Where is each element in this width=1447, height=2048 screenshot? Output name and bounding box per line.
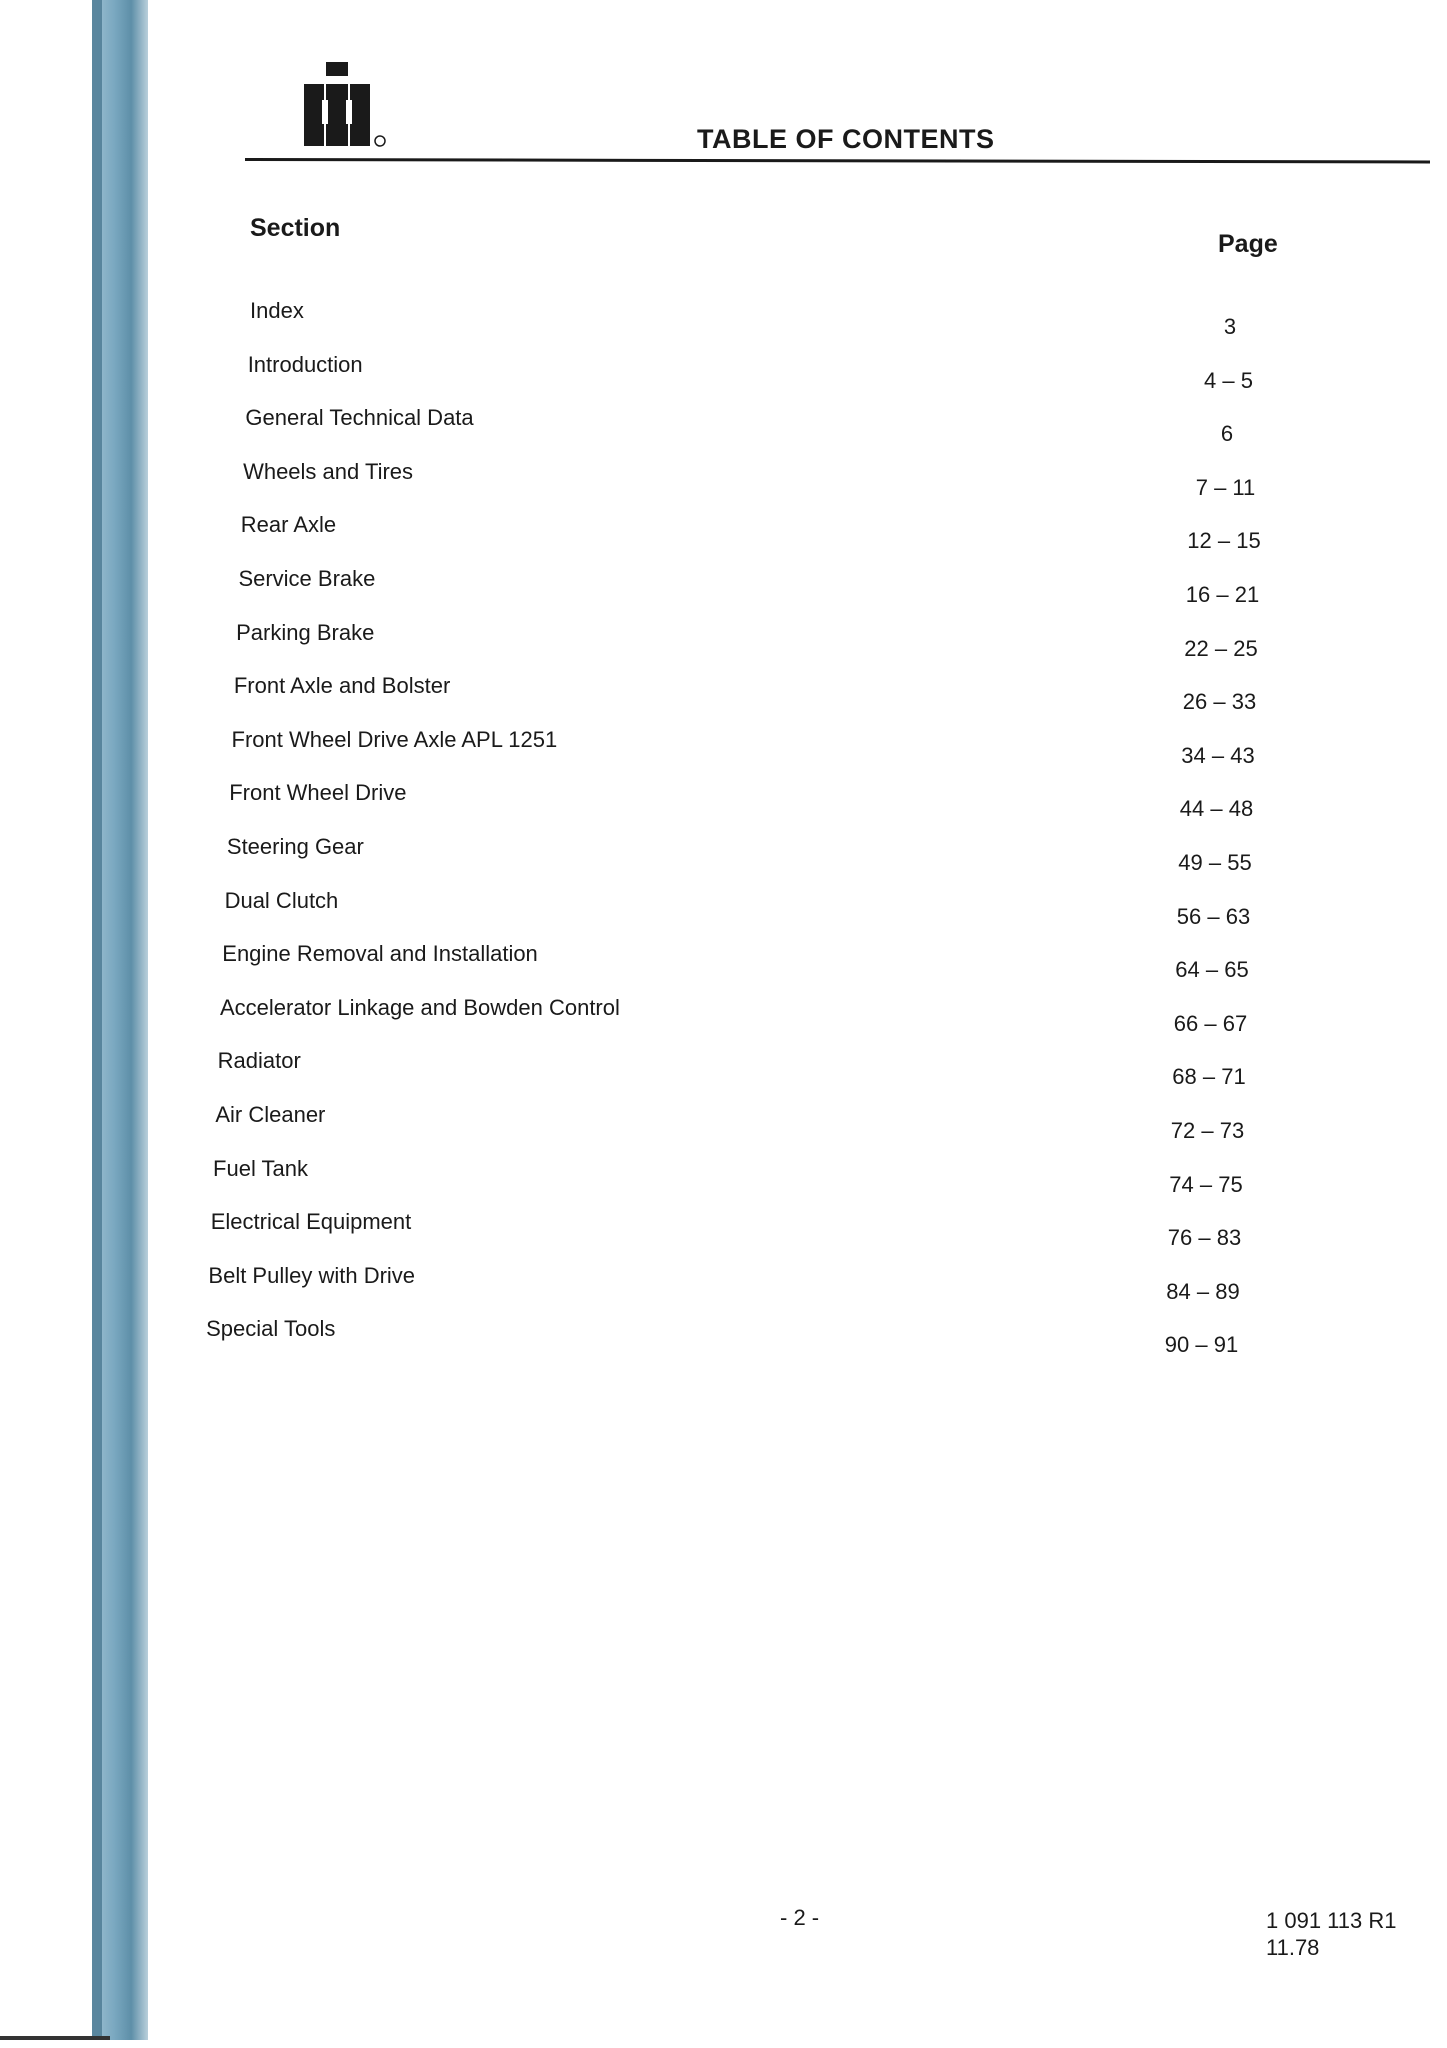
toc-entry-label: Radiator <box>217 1048 301 1074</box>
toc-entry-label: Front Axle and Bolster <box>233 673 451 699</box>
toc-entry-page: 34 – 43 <box>1181 742 1255 768</box>
toc-entry-label: General Technical Data <box>245 405 474 431</box>
toc-entry-page: 66 – 67 <box>1173 1010 1248 1036</box>
toc-entry-label: Wheels and Tires <box>243 458 414 484</box>
toc-entry-label: Parking Brake <box>236 619 375 645</box>
toc-entry-label: Special Tools <box>206 1316 336 1342</box>
toc-entry-page: 68 – 71 <box>1172 1064 1246 1090</box>
toc-entry-page: 6 <box>1220 421 1234 447</box>
toc-entry-page: 74 – 75 <box>1169 1171 1243 1197</box>
binding-edge <box>92 0 102 2040</box>
toc-entry-page: 56 – 63 <box>1176 903 1251 929</box>
toc-entry-label: Index <box>250 298 304 323</box>
header-rule <box>245 158 1430 163</box>
page-title: TABLE OF CONTENTS <box>697 124 995 154</box>
toc-entry-label: Accelerator Linkage and Bowden Control <box>219 994 620 1020</box>
toc-entry-page: 72 – 73 <box>1170 1118 1245 1143</box>
doc-code: 1 091 113 R1 <box>1266 1908 1397 1933</box>
doc-date: 11.78 <box>1266 1935 1320 1960</box>
toc-entry-label: Dual Clutch <box>224 887 339 913</box>
toc-entry-page: 3 <box>1223 314 1237 339</box>
toc-entry-label: Air Cleaner <box>215 1102 326 1127</box>
footer-document-code <box>1266 1907 1396 1961</box>
toc-entry-label: Steering Gear <box>226 834 364 859</box>
toc-entry-label: Belt Pulley with Drive <box>208 1262 416 1288</box>
toc-entry-label: Introduction <box>247 351 363 377</box>
toc-entry-page: 12 – 15 <box>1187 528 1261 554</box>
toc-entry-label: Rear Axle <box>240 512 337 538</box>
toc-entry-page: 49 – 55 <box>1178 850 1252 875</box>
toc-entry-page: 4 – 5 <box>1204 367 1253 393</box>
page-column-heading: Page <box>1218 230 1278 258</box>
toc-entry-label: Fuel Tank <box>213 1155 309 1181</box>
footer-page-number: - 2 - <box>780 1905 820 1930</box>
toc-entry-label: Front Wheel Drive <box>229 780 407 806</box>
toc-entry-label: Electrical Equipment <box>210 1209 412 1235</box>
toc-entry-page: 7 – 11 <box>1195 474 1256 500</box>
toc-entry-label: Engine Removal and Installation <box>222 941 538 967</box>
toc-entry-label: Service Brake <box>238 566 376 591</box>
toc-entry-label: Front Wheel Drive Axle APL 1251 <box>231 726 558 752</box>
toc-entry-page: 84 – 89 <box>1166 1278 1240 1304</box>
toc-entry-page: 22 – 25 <box>1184 635 1258 661</box>
toc-entry-page: 16 – 21 <box>1185 582 1260 607</box>
binding-bottom-line <box>0 2036 110 2040</box>
toc-entry-page: 76 – 83 <box>1167 1225 1242 1251</box>
toc-entry-page: 64 – 65 <box>1175 957 1249 983</box>
toc-entry-page: 26 – 33 <box>1182 689 1257 715</box>
toc-entry-page: 90 – 91 <box>1164 1332 1239 1358</box>
toc-entry-page: 44 – 48 <box>1179 796 1254 822</box>
ih-logo-icon <box>300 62 400 147</box>
section-column-heading: Section <box>250 214 341 242</box>
